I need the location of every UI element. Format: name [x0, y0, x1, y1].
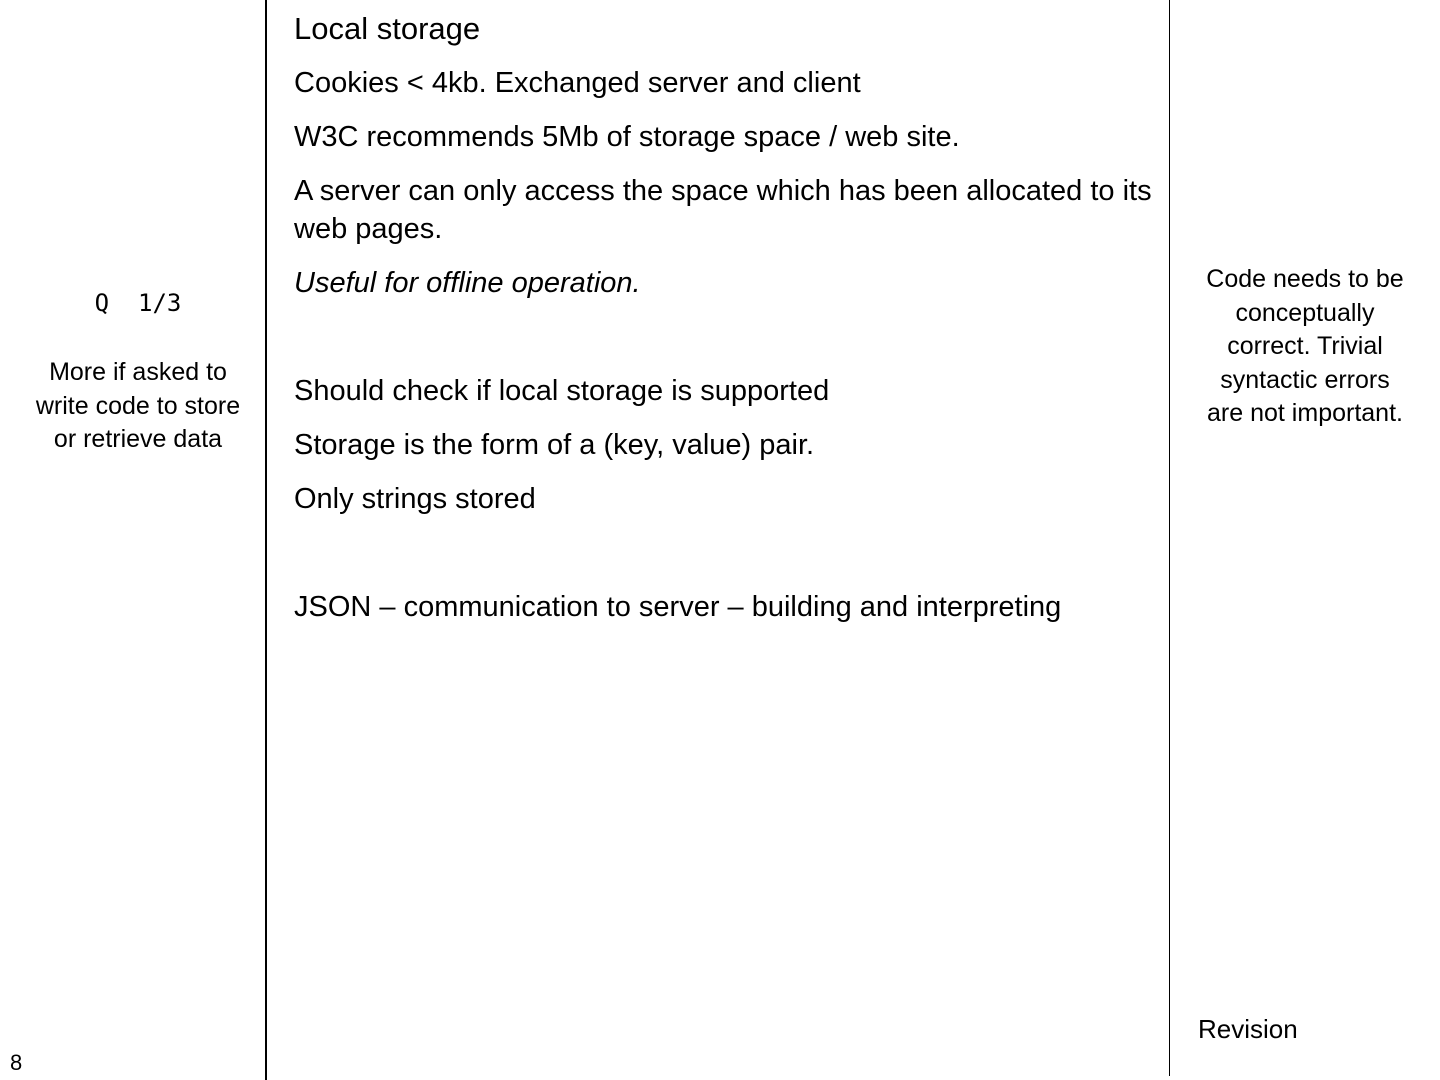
bullet-offline: Useful for offline operation.	[294, 267, 641, 299]
right-margin-note: Code needs to be conceptually correct. Trivial syntactic errors are not important.	[1206, 265, 1404, 427]
bullet-w3c-storage: W3C recommends 5Mb of storage space / web site.	[294, 121, 960, 153]
spacer	[294, 534, 1154, 588]
left-margin	[30, 288, 246, 457]
left-margin-note: More if asked to write code to store or retrieve data	[35, 358, 241, 453]
spacer	[294, 318, 1154, 372]
page-number: 8	[10, 1050, 23, 1075]
section-heading: Local storage	[294, 11, 481, 46]
main-content	[294, 10, 1154, 642]
left-margin-rule	[265, 0, 267, 1080]
bullet-cookies: Cookies < 4kb. Exchanged server and client	[294, 67, 861, 99]
question-marker: Q 1/3	[94, 289, 182, 317]
bullet-check-support: Should check if local storage is supported	[294, 375, 830, 407]
bullet-strings-only: Only strings stored	[294, 483, 536, 515]
revision-label: Revision	[1198, 1014, 1298, 1044]
bullet-key-value: Storage is the form of a (key, value) pair.	[294, 429, 815, 461]
bullet-json: JSON – communication to server – building and interpreting	[294, 591, 1062, 623]
right-margin-rule	[1169, 0, 1170, 1076]
bullet-server-access: A server can only access the space which has been allocated to its web pages.	[294, 175, 1152, 245]
